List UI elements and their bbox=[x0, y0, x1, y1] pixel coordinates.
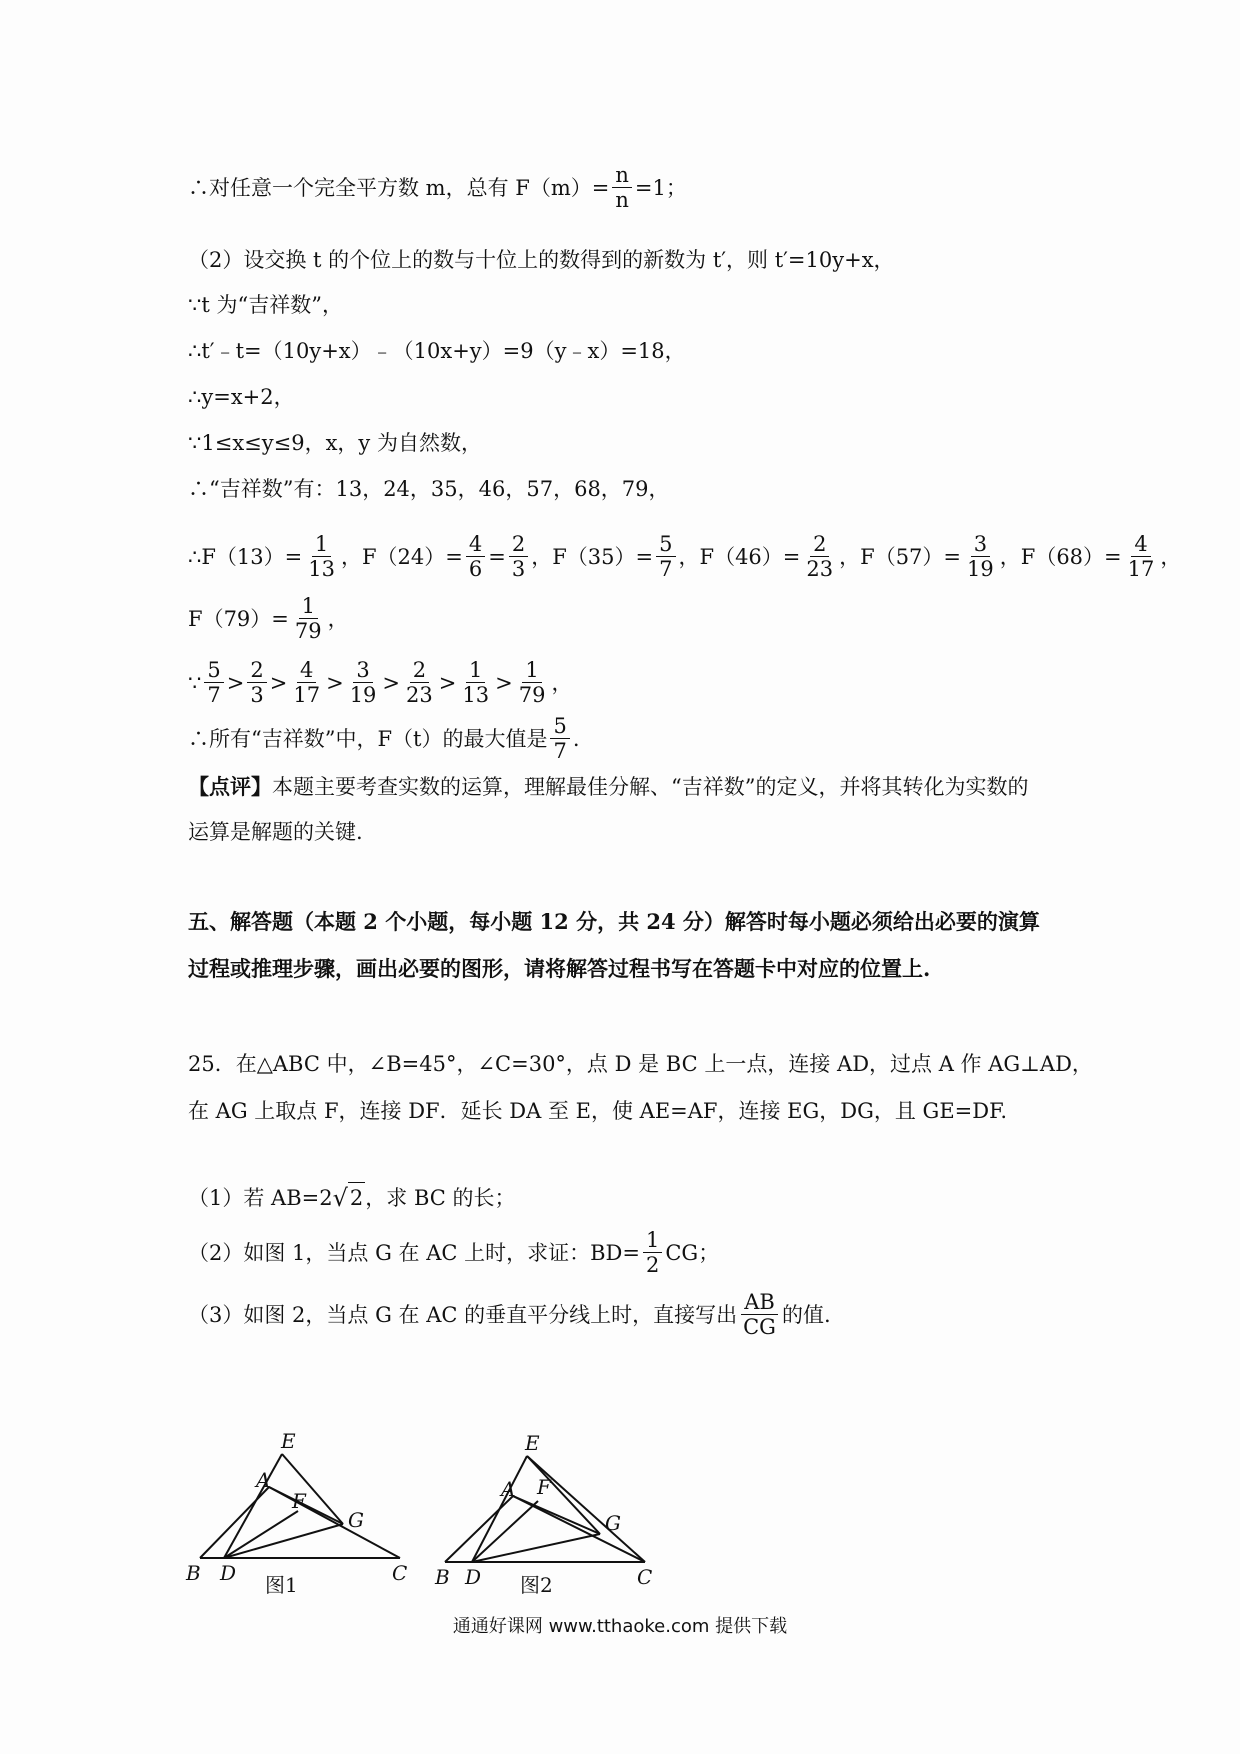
solution-line-2: （2）设交换 t 的个位上的数与十位上的数得到的新数为 t′，则 t′=10y+x， bbox=[188, 248, 895, 272]
text: （3）如图 2，当点 G 在 AC 的垂直平分线上时，直接写出 bbox=[188, 1302, 738, 1327]
section-heading-2: 过程或推理步骤，画出必要的图形，请将解答过程书写在答题卡中对应的位置上. bbox=[188, 956, 931, 981]
fraction: $\frac{4}{6}$ bbox=[466, 532, 485, 581]
fraction: $\frac{1}{79}$ bbox=[294, 594, 322, 643]
figure-1-diagram bbox=[180, 1430, 420, 1600]
gt: > bbox=[269, 670, 288, 695]
comment-tag: 【点评】 bbox=[188, 774, 272, 799]
gt: > bbox=[326, 670, 344, 695]
figure-2-diagram bbox=[425, 1430, 665, 1600]
comment-line-2: 运算是解题的关键. bbox=[188, 820, 363, 844]
label-f: F bbox=[292, 1489, 306, 1513]
text: =1； bbox=[634, 175, 687, 200]
fraction: $\frac{4}{17}$ bbox=[1127, 532, 1155, 581]
comment-line-1 bbox=[188, 772, 1028, 802]
gt: > bbox=[438, 670, 457, 695]
label-g: G bbox=[605, 1511, 621, 1535]
text: ，求 BC 的长； bbox=[365, 1185, 516, 1210]
solution-line-7: ∴“吉祥数”有：13，24，35，46，57，68，79， bbox=[188, 477, 670, 501]
gt: > bbox=[382, 670, 401, 695]
segment-df bbox=[224, 1511, 298, 1558]
label-b: B bbox=[435, 1565, 450, 1589]
text: 的值. bbox=[781, 1302, 831, 1327]
label-d: D bbox=[465, 1565, 482, 1589]
label-b: B bbox=[186, 1561, 201, 1585]
label-a: A bbox=[256, 1468, 271, 1492]
text: ，F（24）= bbox=[340, 544, 463, 569]
label-e: E bbox=[281, 1430, 296, 1453]
fraction: $\frac{1}{13}$ bbox=[308, 532, 335, 581]
question-25-line-2: 在 AG 上取点 F，连接 DF．延长 DA 至 E，使 AE=AF，连接 EG，DG，且 GE=DF. bbox=[188, 1099, 1008, 1123]
fraction: $\frac{1}{2}$ bbox=[643, 1228, 662, 1277]
segment-dg bbox=[472, 1534, 600, 1562]
sqrt: √ 2 bbox=[332, 1184, 364, 1212]
solution-line-3: ∵t 为“吉祥数”， bbox=[188, 293, 343, 317]
solution-line-5: ∴y=x+2， bbox=[188, 385, 295, 409]
label-g: G bbox=[348, 1508, 364, 1532]
segment-ag bbox=[513, 1496, 600, 1534]
segment-ba bbox=[445, 1496, 513, 1562]
figure-2-caption: 图2 bbox=[520, 1573, 553, 1597]
fraction: $\frac{5}{7}$ bbox=[656, 532, 675, 581]
fraction: $\frac{2}{3}$ bbox=[509, 532, 528, 581]
fraction: $\frac{2}{23}$ bbox=[406, 658, 433, 707]
fraction: $\frac{1}{13}$ bbox=[462, 658, 490, 707]
fraction: $\frac{4}{17}$ bbox=[293, 658, 321, 707]
text: ， bbox=[327, 606, 349, 631]
label-f: F bbox=[537, 1475, 551, 1499]
fraction: $\frac{5}{7}$ bbox=[204, 658, 223, 707]
solution-line-10 bbox=[188, 658, 572, 707]
fraction: $\frac{2}{23}$ bbox=[806, 532, 834, 581]
fraction: $\frac{1}{79}$ bbox=[518, 658, 546, 707]
text: ，F（57）= bbox=[839, 544, 962, 569]
segment-df bbox=[472, 1501, 538, 1562]
text: ， bbox=[1160, 544, 1182, 569]
fraction: $\frac{AB}{CG}$ bbox=[743, 1290, 776, 1339]
solution-line-11 bbox=[188, 714, 580, 763]
text: ，F（46）= bbox=[678, 544, 801, 569]
solution-line-8 bbox=[188, 532, 1181, 581]
solution-line-1 bbox=[188, 163, 687, 212]
fraction: $\frac{5}{7}$ bbox=[550, 714, 569, 763]
question-25-line-1: 25．在△ABC 中，∠B=45°，∠C=30°，点 D 是 BC 上一点，连接 AD，过点 A 作 AG⊥AD， bbox=[188, 1052, 1093, 1076]
text: ∴F（13）= bbox=[188, 544, 303, 569]
text: ，F（35）= bbox=[531, 544, 654, 569]
label-a: A bbox=[501, 1477, 516, 1501]
label-d: D bbox=[220, 1561, 237, 1585]
footer: 通通好课网 www.tthaoke.com 提供下载 bbox=[452, 1616, 788, 1637]
fraction: $\frac{n}{n}$ bbox=[612, 163, 632, 212]
label-c: C bbox=[392, 1561, 408, 1585]
figure-1-caption: 图1 bbox=[265, 1573, 298, 1597]
segment-ag bbox=[269, 1487, 343, 1524]
text: ， bbox=[551, 670, 573, 695]
text: （1）若 AB=2 bbox=[188, 1185, 333, 1210]
gt: > bbox=[226, 670, 245, 695]
gt: > bbox=[495, 670, 513, 695]
text: . bbox=[572, 726, 580, 751]
segment-de bbox=[472, 1456, 527, 1562]
label-e: E bbox=[525, 1431, 540, 1455]
fraction: $\frac{3}{19}$ bbox=[967, 532, 994, 581]
segment-dg bbox=[224, 1524, 343, 1558]
fraction: $\frac{2}{3}$ bbox=[247, 658, 266, 707]
fraction: $\frac{3}{19}$ bbox=[349, 658, 377, 707]
text: F（79）= bbox=[188, 606, 289, 631]
segment-de bbox=[224, 1454, 282, 1558]
subquestion-2 bbox=[188, 1228, 719, 1277]
text: ∴所有“吉祥数”中，F（t）的最大值是 bbox=[188, 726, 548, 751]
subquestion-3 bbox=[188, 1290, 831, 1339]
text: ，F（68）= bbox=[999, 544, 1122, 569]
text: ∴对任意一个完全平方数 m，总有 F（m）= bbox=[188, 175, 610, 200]
comment-text: 本题主要考查实数的运算，理解最佳分解、“吉祥数”的定义，并将其转化为实数的 bbox=[272, 775, 1029, 799]
solution-line-4: ∴t′﹣t=（10y+x）﹣（10x+y）=9（y﹣x）=18， bbox=[188, 339, 686, 363]
text: CG； bbox=[665, 1240, 720, 1265]
solution-line-6: ∵1≤x≤y≤9，x，y 为自然数， bbox=[188, 431, 482, 455]
label-c: C bbox=[637, 1565, 653, 1589]
subquestion-1 bbox=[188, 1182, 516, 1213]
section-heading-1: 五、解答题（本题 2 个小题，每小题 12 分，共 24 分）解答时每小题必须给出必要的演算 bbox=[188, 909, 1040, 934]
solution-line-9 bbox=[188, 594, 349, 643]
text: （2）如图 1，当点 G 在 AC 上时，求证：BD= bbox=[188, 1240, 640, 1265]
equals: = bbox=[488, 544, 506, 569]
text: ∵ bbox=[188, 670, 202, 695]
